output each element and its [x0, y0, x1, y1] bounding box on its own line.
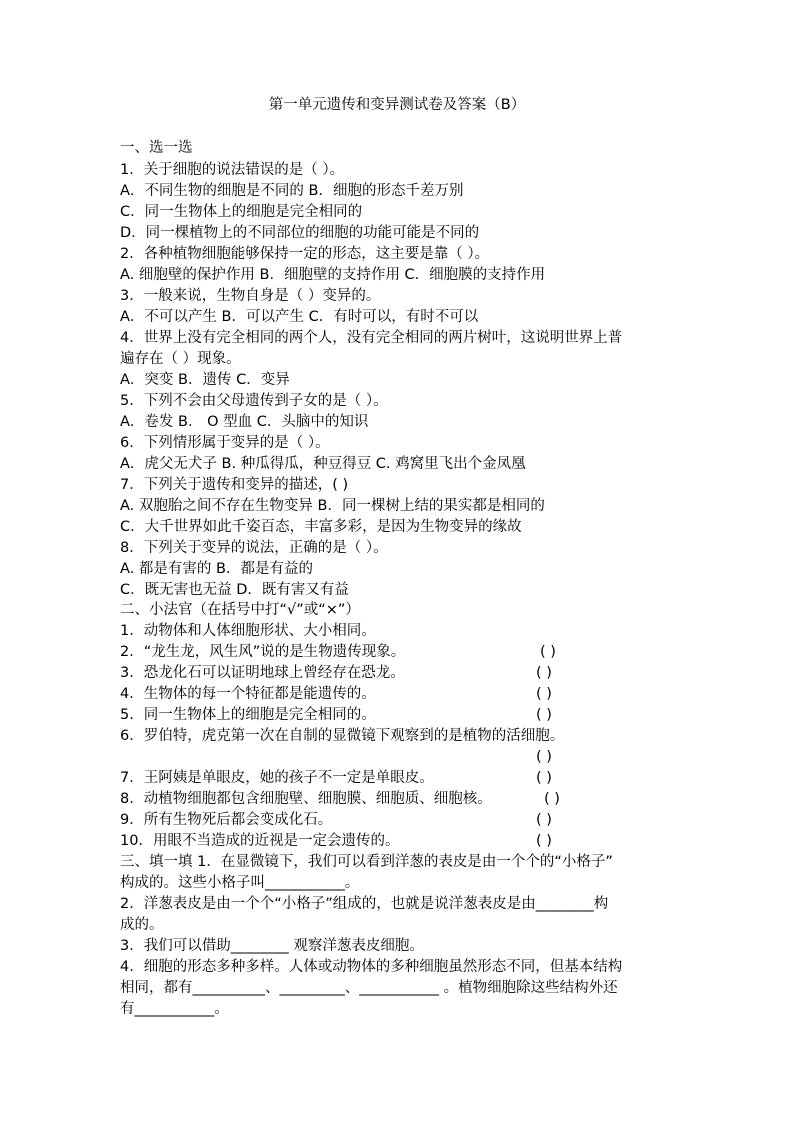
judge-answer-2[interactable]: ( ) [540, 644, 556, 660]
judge-answer-5[interactable]: ( ) [536, 707, 552, 723]
fill-q4-line1: 4．细胞的形态多种多样。人体或动物体的多种细胞虽然形态不同，但基本结构 [120, 959, 623, 975]
q7-options-ab: A. 双胞胎之间不存在生物变异 B．同一棵树上结的果实都是相同的 [120, 498, 545, 514]
fill-q2-line2: 成的。 [120, 917, 164, 933]
q8-text: 8．下列关于变异的说法，正确的是（ ）。 [120, 540, 388, 556]
q1-options-ab: A．不同生物的细胞是不同的 B．细胞的形态千差万别 [120, 183, 464, 199]
judge-item-7: 7．王阿姨是单眼皮，她的孩子不一定是单眼皮。 [120, 770, 434, 786]
q7-option-c: C．大千世界如此千姿百态，丰富多彩，是因为生物变异的缘故 [120, 519, 522, 535]
judge-answer-6[interactable]: ( ) [536, 749, 552, 765]
q4-text-line1: 4．世界上没有完全相同的两个人，没有完全相同的两片树叶，这说明世界上普 [120, 330, 623, 346]
q8-options-cd: C．既无害也无益 D．既有害又有益 [120, 582, 349, 598]
q4-options: A．突变 B．遗传 C．变异 [120, 372, 290, 388]
judge-answer-4[interactable]: ( ) [536, 686, 552, 702]
q1-text: 1．关于细胞的说法错误的是（ ）。 [120, 162, 345, 178]
q5-text: 5．下列不会由父母遗传到子女的是（ ）。 [120, 393, 388, 409]
q2-options: A. 细胞壁的保护作用 B．细胞壁的支持作用 C．细胞膜的支持作用 [120, 267, 546, 283]
q3-text: 3．一般来说，生物自身是（ ）变异的。 [120, 288, 381, 304]
fill-q4-line2: 相同，都有__________、_________、___________ 。植物细胞除这些结构外还 [120, 980, 618, 996]
section-heading-choice: 一、选一选 [120, 140, 193, 156]
q4-text-line2: 遍存在（ ）现象。 [120, 351, 241, 367]
judge-answer-3[interactable]: ( ) [536, 665, 552, 681]
judge-item-3: 3．恐龙化石可以证明地球上曾经存在恐龙。 [120, 665, 405, 681]
q2-text: 2．各种植物细胞能够保持一定的形态，这主要是靠（ ）。 [120, 246, 490, 262]
judge-answer-9[interactable]: ( ) [536, 812, 552, 828]
judge-item-5: 5．同一生物体上的细胞是完全相同的。 [120, 707, 376, 723]
fill-q1-line1: 三、填一填 1．在显微镜下，我们可以看到洋葱的表皮是由一个个的“小格子” [120, 854, 613, 870]
q5-options: A．卷发 B． O 型血 C．头脑中的知识 [120, 414, 369, 430]
section-heading-judge: 二、小法官（在括号中打“√”或“×”） [120, 602, 360, 618]
judge-item-8: 8．动植物细胞都包含细胞壁、细胞膜、细胞质、细胞核。 [120, 791, 492, 807]
q6-options: A．虎父无犬子 B. 种瓜得瓜，种豆得豆 C. 鸡窝里飞出个金凤凰 [120, 456, 526, 472]
q1-option-c: C．同一生物体上的细胞是完全相同的 [120, 204, 363, 220]
fill-q4-line3: 有___________。 [120, 1001, 229, 1017]
q1-option-d: D．同一棵植物上的不同部位的细胞的功能可能是不同的 [120, 225, 480, 241]
judge-item-4: 4．生物体的每一个特征都是能遗传的。 [120, 686, 376, 702]
judge-item-10: 10．用眼不当造成的近视是一定会遗传的。 [120, 833, 400, 849]
q7-text: 7．下列关于遗传和变异的描述，( ) [120, 477, 349, 493]
judge-item-9: 9．所有生物死后都会变成化石。 [120, 812, 333, 828]
q8-options-ab: A. 都是有害的 B．都是有益的 [120, 561, 313, 577]
fill-q2-line1: 2．洋葱表皮是由一个个“小格子”组成的，也就是说洋葱表皮是由________构 [120, 896, 609, 912]
fill-q3: 3．我们可以借助________ 观察洋葱表皮细胞。 [120, 938, 424, 954]
judge-item-1: 1．动物体和人体细胞形状、大小相同。 [120, 623, 376, 639]
page-title: 第一单元遗传和变异测试卷及答案（B） [268, 97, 526, 113]
judge-answer-7[interactable]: ( ) [536, 770, 552, 786]
fill-q1-line2: 构成的。这些小格子叫___________。 [120, 875, 360, 891]
q3-options: A．不可以产生 B．可以产生 C．有时可以，有时不可以 [120, 309, 479, 325]
judge-item-6: 6．罗伯特，虎克第一次在自制的显微镜下观察到的是植物的活细胞。 [120, 728, 565, 744]
judge-answer-10[interactable]: ( ) [536, 833, 552, 849]
judge-item-2: 2．“龙生龙，风生风”说的是生物遗传现象。 [120, 644, 406, 660]
q6-text: 6．下列情形属于变异的是（ ）。 [120, 435, 330, 451]
judge-answer-8[interactable]: ( ) [544, 791, 560, 807]
